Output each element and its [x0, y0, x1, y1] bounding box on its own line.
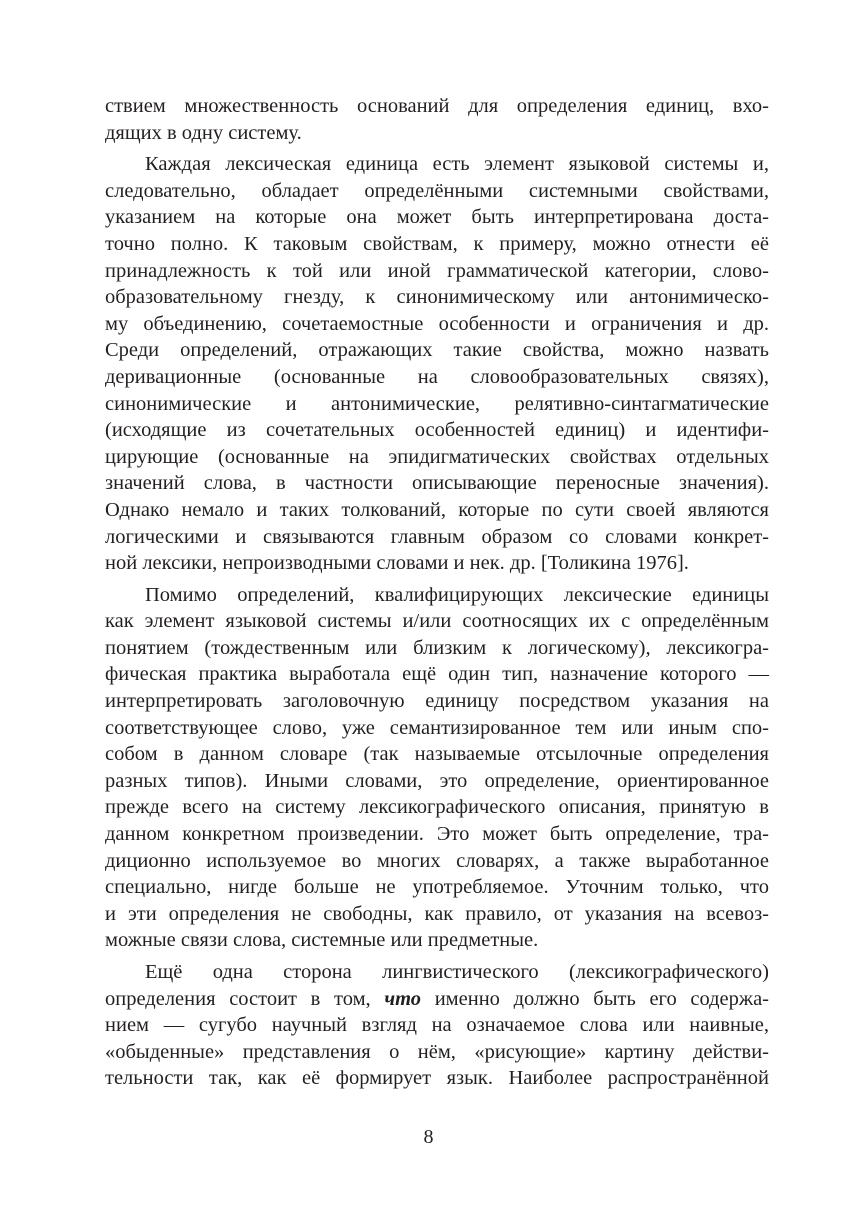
text-line: нием — сугубо научный взгляд на означаемое слова или наивные,	[105, 1014, 769, 1037]
text-line: значений слова, в частности описывающие переносные значения).	[105, 472, 769, 495]
text-line: понятием (тождественным или близким к логическому), лексикогра-	[105, 636, 769, 659]
text-line: Каждая лексическая единица есть элемент языковой системы и,	[145, 153, 769, 176]
text-line: (исходящие из сочетательных особенностей единиц) и идентифи-	[105, 419, 769, 442]
text-line: собом в данном словаре (так называемые отсылочные определения	[105, 743, 769, 766]
text-line: Среди определений, отражающих такие свойства, можно назвать	[105, 339, 769, 362]
text-line: Ещё одна сторона лингвистического (лексикографического)	[145, 961, 769, 983]
text-line-with-emphasis	[105, 986, 769, 1013]
text-line: синонимические и антонимические, релятивно-синтагматические	[105, 392, 769, 415]
text-line: му объединению, сочетаемостные особенности и ограничения и др.	[105, 312, 769, 335]
page-number: 8	[423, 1126, 434, 1148]
text-line: дящих в одну систему.	[105, 121, 302, 144]
text-line: прежде всего на систему лексикографического описания, принятую в	[105, 796, 769, 819]
page-body	[105, 93, 769, 1092]
text-line: Однако немало и таких толкований, которые по сути своей являются	[105, 498, 769, 521]
text-line: деривационные (основанные на словообразовательных связях),	[105, 365, 769, 388]
text-line: диционно используемое во многих словарях, а также выработанное	[105, 849, 769, 872]
emphasized-word: что	[384, 987, 422, 1010]
text-line: как элемент языковой системы и/или соотносящих их с определённым	[105, 610, 769, 633]
text-line: тельности так, как её формирует язык. Наиболее распространённой	[105, 1067, 769, 1090]
text-line: принадлежность к той или иной грамматической категории, слово-	[105, 259, 769, 282]
text-line: ной лексики, непроизводными словами и нек. др. [Толикина 1976].	[105, 552, 689, 575]
text-line: указанием на которые она может быть интерпретирована доста-	[105, 206, 769, 229]
text-line: цирующие (основанные на эпидигматических свойствах отдельных	[105, 445, 769, 468]
text-line: ствием множественность оснований для определения единиц, вхо-	[105, 95, 769, 117]
text-line: фическая практика выработала ещё один тип, назначение которого —	[105, 663, 769, 686]
text-line: данном конкретном произведении. Это может быть определение, тра-	[105, 823, 769, 846]
text-line: логическими и связываются главным образом со словами конкрет-	[105, 525, 769, 548]
text-line: можные связи слова, системные или предметные.	[105, 929, 539, 952]
text-line: соответствующее слово, уже семантизированное тем или иным спо-	[105, 716, 769, 739]
text-run: именно должно быть его содержа-	[421, 987, 769, 1010]
text-line: точно полно. К таковым свойствам, к примеру, можно отнести её	[105, 232, 769, 255]
text-line: «обыденные» представления о нём, «рисующие» картину действи-	[105, 1040, 769, 1063]
paragraph-1	[105, 93, 769, 146]
paragraph-3	[105, 582, 769, 954]
text-line: и эти определения не свободны, как правило, от указания на всевоз-	[105, 902, 769, 925]
paragraph-2	[105, 151, 769, 577]
text-line: специально, нигде больше не употребляемое. Уточним только, что	[105, 876, 769, 899]
text-line: интерпретировать заголовочную единицу посредством указания на	[105, 690, 769, 713]
text-line: Помимо определений, квалифицирующих лексические единицы	[145, 583, 769, 606]
text-run: определения состоит в том,	[105, 987, 385, 1010]
text-line: следовательно, обладает определёнными системными свойствами,	[105, 179, 769, 202]
text-line: разных типов). Иными словами, это определение, ориентированное	[105, 769, 769, 792]
paragraph-4	[105, 959, 769, 1092]
text-line: образовательному гнезду, к синонимическому или антонимическо-	[105, 286, 769, 309]
